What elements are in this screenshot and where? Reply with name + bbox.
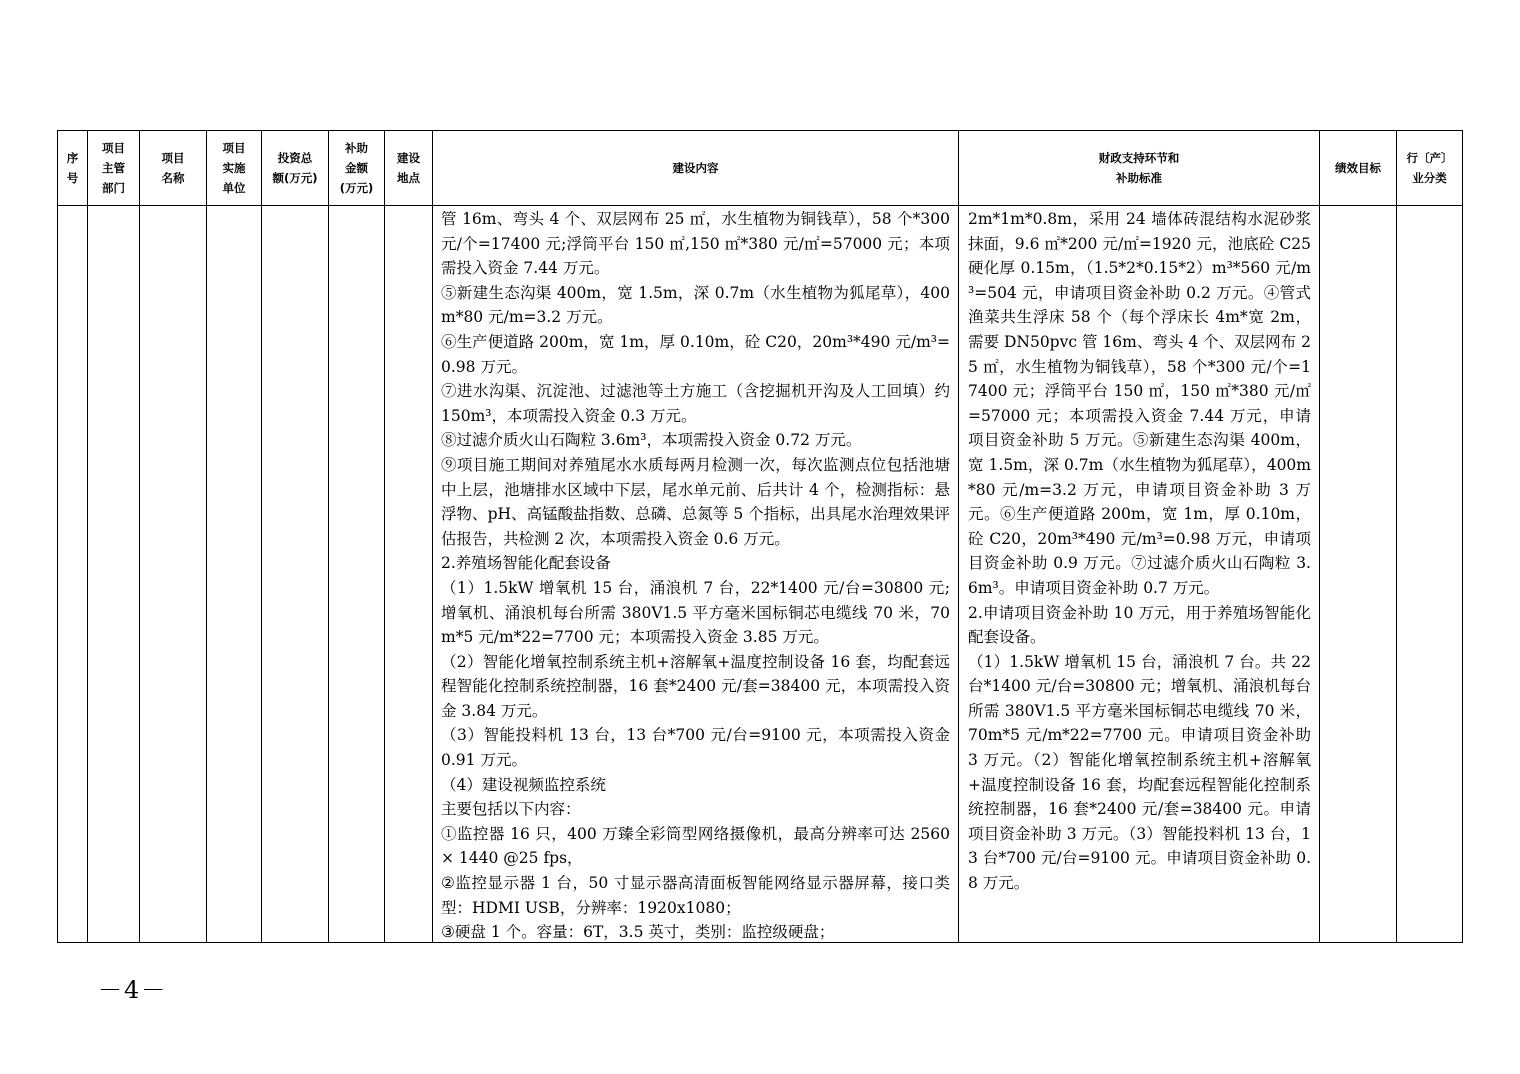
cell-goal [1320, 206, 1397, 943]
cell-invest [262, 206, 329, 943]
header-invest: 投资总 额(万元) [262, 131, 329, 206]
cell-location [385, 206, 433, 943]
header-finance: 财政支持环节和 补助标准 [959, 131, 1320, 206]
cell-dept [88, 206, 140, 943]
construction-content-text: 管 16m、弯头 4 个、双层网布 25 ㎡，水生植物为铜钱草），58 个*300 元/个=17400 元;浮筒平台 150 ㎡,150 ㎡*380 元/㎡=57000 元；本项需投入资金 7.44 万元。 ⑤新建生态沟渠 400m，宽 1.5m，深 0.7m（水生植物为狐尾草），400m*80 元/m=3.2 万元。 ⑥生产便道路 200m，宽 1m，厚 0.10m，砼 C20，20m³*490 元/m³=0.98 万元。 ⑦进水沟渠、沉淀池、过滤池等土方施工（含挖掘机开沟及人工回填）约 150m³，本项需投入资金 0.3 万元。 ⑧过滤介质火山石陶粒 3.6m³，本项需投入资金 0.72 万元。 ⑨项目施工期间对养殖尾水水质每两月检测一次，每次监测点位包括池塘中上层，池塘排水区域中下层，尾水单元前、后共计 4 个，检测指标：悬浮物、pH、高锰酸盐指数、总磷、总氮等 5 个指标，出具尾水治理效果评估报告，共检测 2 次，本项需投入资金 0.6 万元。 2.养殖场智能化配套设备 （1）1.5kW 增氧机 15 台，涌浪机 7 台，22*1400 元/台=30800 元;增氧机、涌浪机每台所需 380V1.5 平方毫米国标铜芯电缆线 70 米，70m*5 元/m*22=7700 元；本项需投入资金 3.85 万元。 （2）智能化增氧控制系统主机+溶解氧+温度控制设备 16 套，均配套远程智能化控制系统控制器，16 套*2400 元/套=38400 元，本项需投入资金 3.84 万元。 （3）智能投料机 13 台，13 台*700 元/台=9100 元，本项需投入资金 0.91 万元。 （4）建设视频监控系统 主要包括以下内容： ①监控器 16 只，400 万臻全彩筒型网络摄像机，最高分辨率可达 2560 × 1440 @25 fps， ②监控显示器 1 台，50 寸显示器高清面板智能网络显示器屏幕，接口类型：HDMI USB，分辨率：1920x1080； ③硬盘 1 个。容量：6T，3.5 英寸，类别：监控级硬盘； [441, 210, 950, 942]
cell-seq [58, 206, 88, 943]
finance-standard-text: 2m*1m*0.8m，采用 24 墙体砖混结构水泥砂浆抹面，9.6 ㎡*200 元/㎡=1920 元，池底砼 C25 硬化厚 0.15m，（1.5*2*0.15*2）m³*560 元/m³=504 元，申请项目资金补助 0.2 万元。④管式渔菜共生浮床 58 个（每个浮床长 4m*宽 2m，需要 DN50pvc 管 16m、弯头 4 个、双层网布 25 ㎡，水生植物为铜钱草），58 个*300 元/个=17400 元；浮筒平台 150 ㎡，150 ㎡*380 元/㎡=57000 元；本项需投入资金 7.44 万元，申请项目资金补助 5 万元。⑤新建生态沟渠 400m，宽 1.5m，深 0.7m（水生植物为狐尾草），400m*80 元/m=3.2 万元，申请项目资金补助 3 万元。⑥生产便道路 200m，宽 1m，厚 0.10m，砼 C20，20m³*490 元/m³=0.98 万元，申请项目资金补助 0.9 万元。⑦过滤介质火山石陶粒 3.6m³。申请项目资金补助 0.7 万元。 2.申请项目资金补助 10 万元，用于养殖场智能化配套设备。 （1）1.5kW 增氧机 15 台，涌浪机 7 台。共 22 台*1400 元/台=30800 元；增氧机、涌浪机每台所需 380V1.5 平方毫米国标铜芯电缆线 70 米，70m*5 元/m*22=7700 元。申请项目资金补助 3 万元。（2）智能化增氧控制系统主机+溶解氧+温度控制设备 16 套，均配套远程智能化控制系统控制器，16 套*2400 元/套=38400 元。申请项目资金补助 3 万元。（3）智能投料机 13 台，13 台*700 元/台=9100 元。申请项目资金补助 0.8 万元。 [968, 210, 1311, 893]
cell-industry [1397, 206, 1463, 943]
cell-content [433, 206, 959, 943]
cell-finance [959, 206, 1320, 943]
table-row [58, 206, 1463, 943]
table-header-row [58, 131, 1463, 206]
header-industry: 行〔产〕 业分类 [1397, 131, 1463, 206]
header-location: 建设 地点 [385, 131, 433, 206]
header-unit: 项目 实施 单位 [207, 131, 262, 206]
cell-name [140, 206, 207, 943]
header-seq: 序 号 [58, 131, 88, 206]
cell-unit [207, 206, 262, 943]
page-number: －4－ [98, 976, 168, 1004]
header-content: 建设内容 [433, 131, 959, 206]
cell-subsidy [329, 206, 385, 943]
header-name: 项目 名称 [140, 131, 207, 206]
header-subsidy: 补助 金额 (万元) [329, 131, 385, 206]
header-dept: 项目 主管 部门 [88, 131, 140, 206]
header-goal: 绩效目标 [1320, 131, 1397, 206]
project-table [57, 130, 1463, 943]
